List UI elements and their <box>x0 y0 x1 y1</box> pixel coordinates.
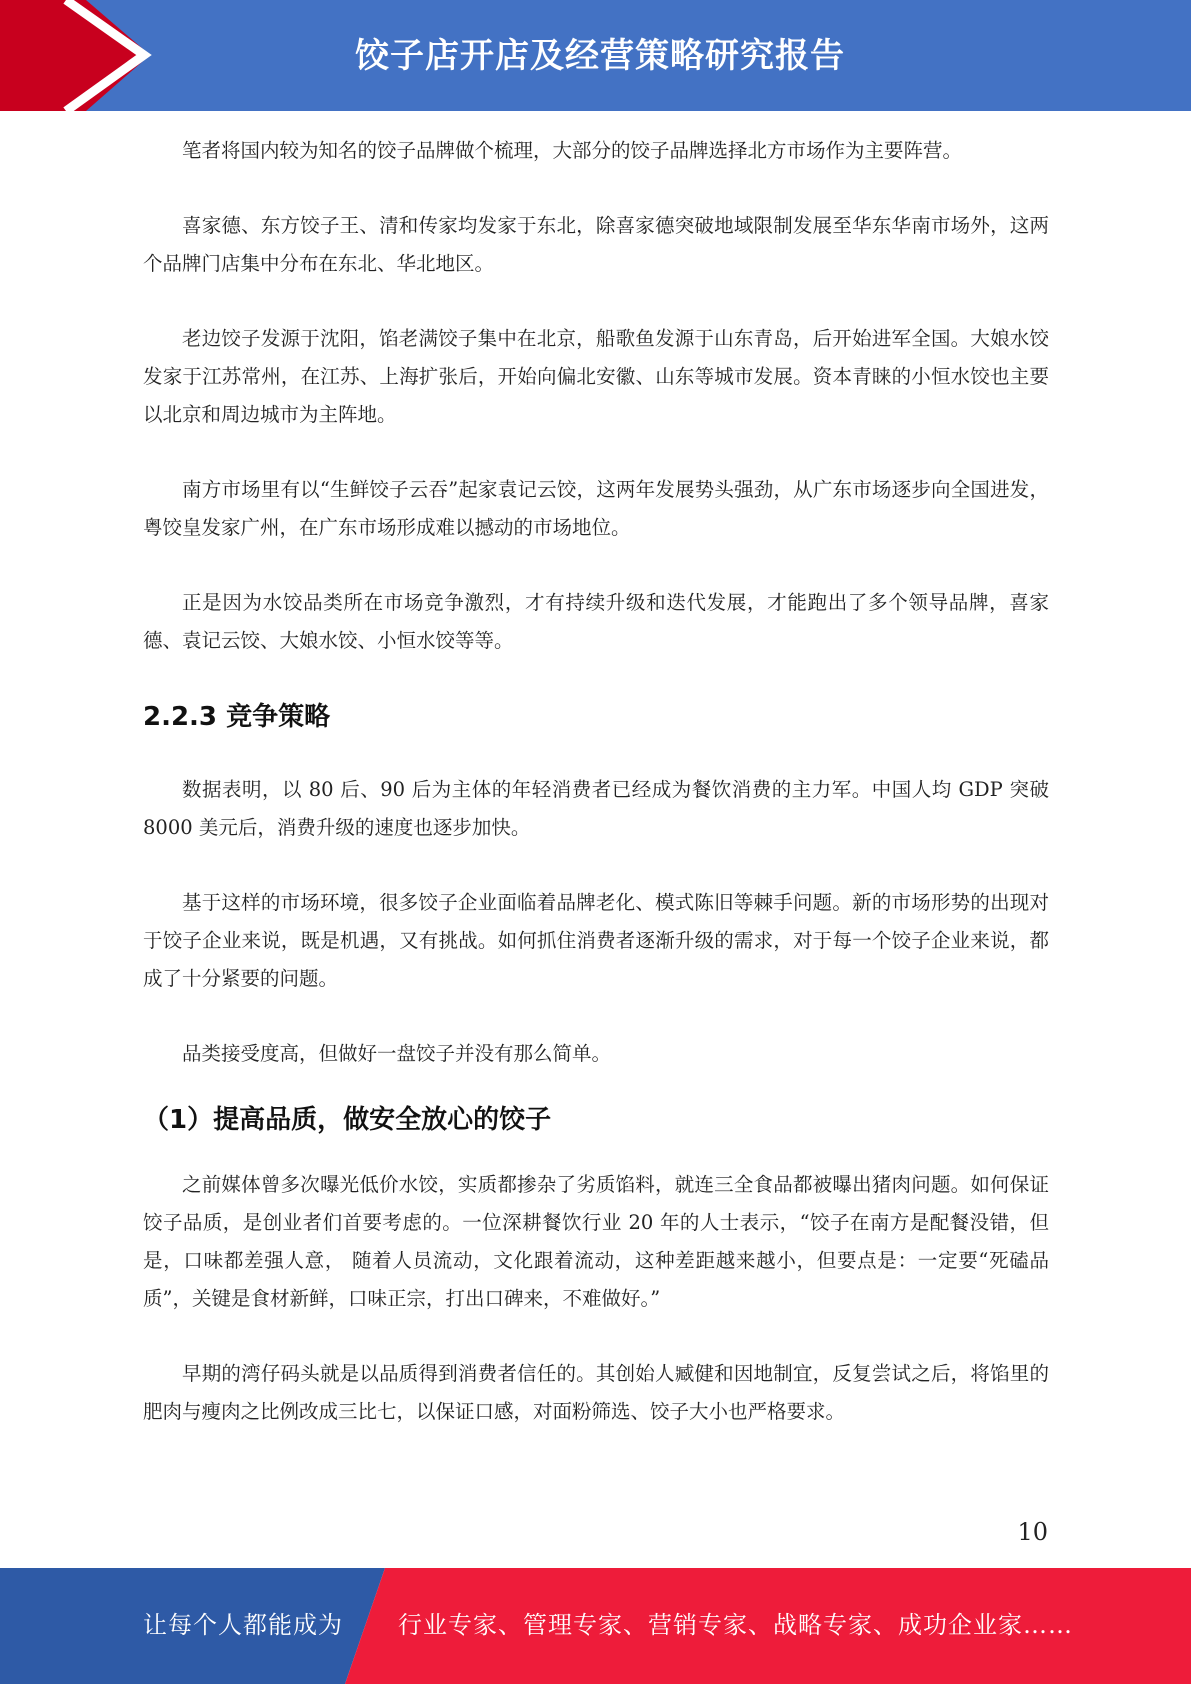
section-heading: 2.2.3 竞争策略 <box>143 702 331 732</box>
header-arrow-decoration <box>0 0 160 111</box>
footer-slogan-list: 行业专家、管理专家、营销专家、战略专家、成功企业家…… <box>398 1611 1073 1639</box>
paragraph: 早期的湾仔码头就是以品质得到消费者信任的。其创始人臧健和因地制宜，反复尝试之后，将馅里的肥肉与瘦肉之比例改成三比七，以保证口感，对面粉筛选、饺子大小也严格要求。 <box>143 1362 1049 1423</box>
paragraph: 基于这样的市场环境，很多饺子企业面临着品牌老化、模式陈旧等棘手问题。新的市场形势的出现对于饺子企业来说，既是机遇，又有挑战。如何抓住消费者逐渐升级的需求，对于每一个饺子企业来说，都成了十分紧要的问题。 <box>143 891 1049 990</box>
arrow-shape <box>0 0 150 111</box>
footer-slogan-lead: 让每个人都能成为 <box>143 1611 343 1639</box>
paragraph: 喜家德、东方饺子王、清和传家均发家于东北，除喜家德突破地域限制发展至华东华南市场外，这两个品牌门店集中分布在东北、华北地区。 <box>143 214 1049 275</box>
paragraph: 南方市场里有以“生鲜饺子云吞”起家袁记云饺，这两年发展势头强劲，从广东市场逐步向全国进发，粤饺皇发家广州，在广东市场形成难以撼动的市场地位。 <box>143 478 1049 539</box>
paragraph: 老边饺子发源于沈阳，馅老满饺子集中在北京，船歌鱼发源于山东青岛，后开始进军全国。大娘水饺发家于江苏常州，在江苏、上海扩张后，开始向偏北安徽、山东等城市发展。资本青睐的小恒水饺也主要以北京和周边城市为主阵地。 <box>143 327 1049 426</box>
page-content <box>143 132 1049 1468</box>
page-number: 10 <box>1017 1518 1048 1546</box>
paragraph: 品类接受度高，但做好一盘饺子并没有那么简单。 <box>182 1042 612 1065</box>
subsection-heading: （1）提高品质，做安全放心的饺子 <box>143 1105 552 1135</box>
page-footer <box>0 1568 1191 1684</box>
paragraph: 之前媒体曾多次曝光低价水饺，实质都掺杂了劣质馅料，就连三全食品都被曝出猪肉问题。如何保证饺子品质，是创业者们首要考虑的。一位深耕餐饮行业 20 年的人士表示，“饺子在南方是配餐没错，但是，口味都差强人意， 随着人员流动，文化跟着流动，这种差距越来越小，但要点是：一定要“死磕品质”，关键是食材新鲜，口味正宗，打出口碑来，不难做好。” <box>143 1173 1049 1310</box>
page-header <box>0 0 1191 111</box>
paragraph: 正是因为水饺品类所在市场竞争激烈，才有持续升级和迭代发展，才能跑出了多个领导品牌，喜家德、袁记云饺、大娘水饺、小恒水饺等等。 <box>143 591 1049 652</box>
paragraph: 数据表明，以 80 后、90 后为主体的年轻消费者已经成为餐饮消费的主力军。中国人均 GDP 突破 8000 美元后，消费升级的速度也逐步加快。 <box>143 778 1049 839</box>
report-title: 饺子店开店及经营策略研究报告 <box>355 36 845 76</box>
paragraph: 笔者将国内较为知名的饺子品牌做个梳理，大部分的饺子品牌选择北方市场作为主要阵营。 <box>182 139 963 162</box>
